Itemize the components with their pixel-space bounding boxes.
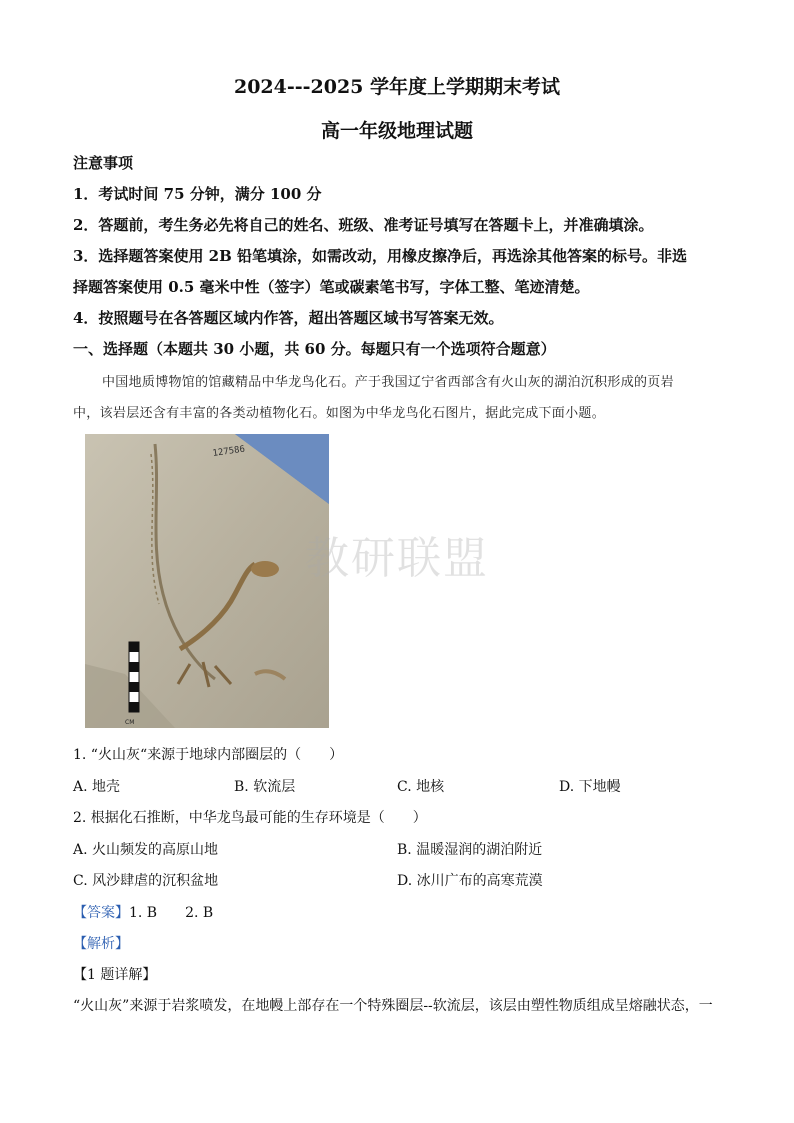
note-item: 2．答题前，考生务必先将自己的姓名、班级、准考证号填写在答题卡上，并准确填涂。 bbox=[73, 216, 654, 234]
fossil-photo bbox=[85, 434, 329, 728]
question-1-option-d: D. 下地幔 bbox=[559, 779, 621, 795]
question-1-option-c: C. 地核 bbox=[397, 779, 445, 795]
question-2-option-a: A. 火山频发的高原山地 bbox=[73, 842, 219, 858]
watermark: 教研联盟 bbox=[305, 533, 489, 584]
answer-text: 1. B 2. B bbox=[129, 905, 214, 921]
note-item: 1．考试时间 75 分钟，满分 100 分 bbox=[73, 185, 322, 203]
exam-subtitle: 高一年级地理试题 bbox=[320, 120, 473, 142]
note-item: 择题答案使用 0.5 毫米中性（签字）笔或碳素笔书写，字体工整、笔迹清楚。 bbox=[73, 278, 590, 296]
analysis-label: 【解析】 bbox=[73, 936, 129, 952]
note-item: 4．按照题号在各答题区域内作答，超出答题区域书写答案无效。 bbox=[73, 309, 504, 327]
specimen-number: 127586 bbox=[212, 444, 246, 459]
question-2-option-b: B. 温暖湿润的湖泊附近 bbox=[397, 842, 543, 858]
question-2-stem: 2. 根据化石推断，中华龙鸟最可能的生存环境是（ ） bbox=[73, 810, 427, 826]
exam-title: 2024---2025 学年度上学期期末考试 bbox=[233, 76, 561, 98]
scale-label: CM bbox=[125, 719, 135, 726]
analysis-detail-label: 【1 题详解】 bbox=[73, 967, 157, 983]
intro-text-line2: 中，该岩层还含有丰富的各类动植物化石。如图为中华龙鸟化石图片，据此完成下面小题。 bbox=[73, 406, 606, 421]
intro-text-line1: 中国地质博物馆的馆藏精品中华龙鸟化石。产于我国辽宁省西部含有火山灰的湖泊沉积形成的页岩 bbox=[102, 375, 674, 390]
question-1-stem: 1. “火山灰“来源于地球内部圈层的（ ） bbox=[73, 747, 344, 763]
note-item: 3．选择题答案使用 2B 铅笔填涂，如需改动，用橡皮擦净后，再选涂其他答案的标号。非选 bbox=[73, 247, 688, 265]
question-2-option-d: D. 冰川广布的高寒荒漠 bbox=[397, 873, 543, 889]
question-1-option-b: B. 软流层 bbox=[234, 779, 296, 795]
answer-label: 【答案】 bbox=[73, 905, 129, 921]
notes-heading: 注意事项 bbox=[73, 154, 134, 172]
question-2-option-c: C. 风沙肆虐的沉积盆地 bbox=[73, 873, 219, 889]
question-1-option-a: A. 地壳 bbox=[73, 779, 121, 795]
answer-line bbox=[73, 902, 213, 922]
section-heading: 一、选择题（本题共 30 小题，共 60 分。每题只有一个选项符合题意） bbox=[73, 340, 556, 358]
analysis-text: “火山灰”来源于岩浆喷发，在地幔上部存在一个特殊圈层--软流层，该层由塑性物质组成呈熔融状态，一 bbox=[73, 998, 713, 1014]
